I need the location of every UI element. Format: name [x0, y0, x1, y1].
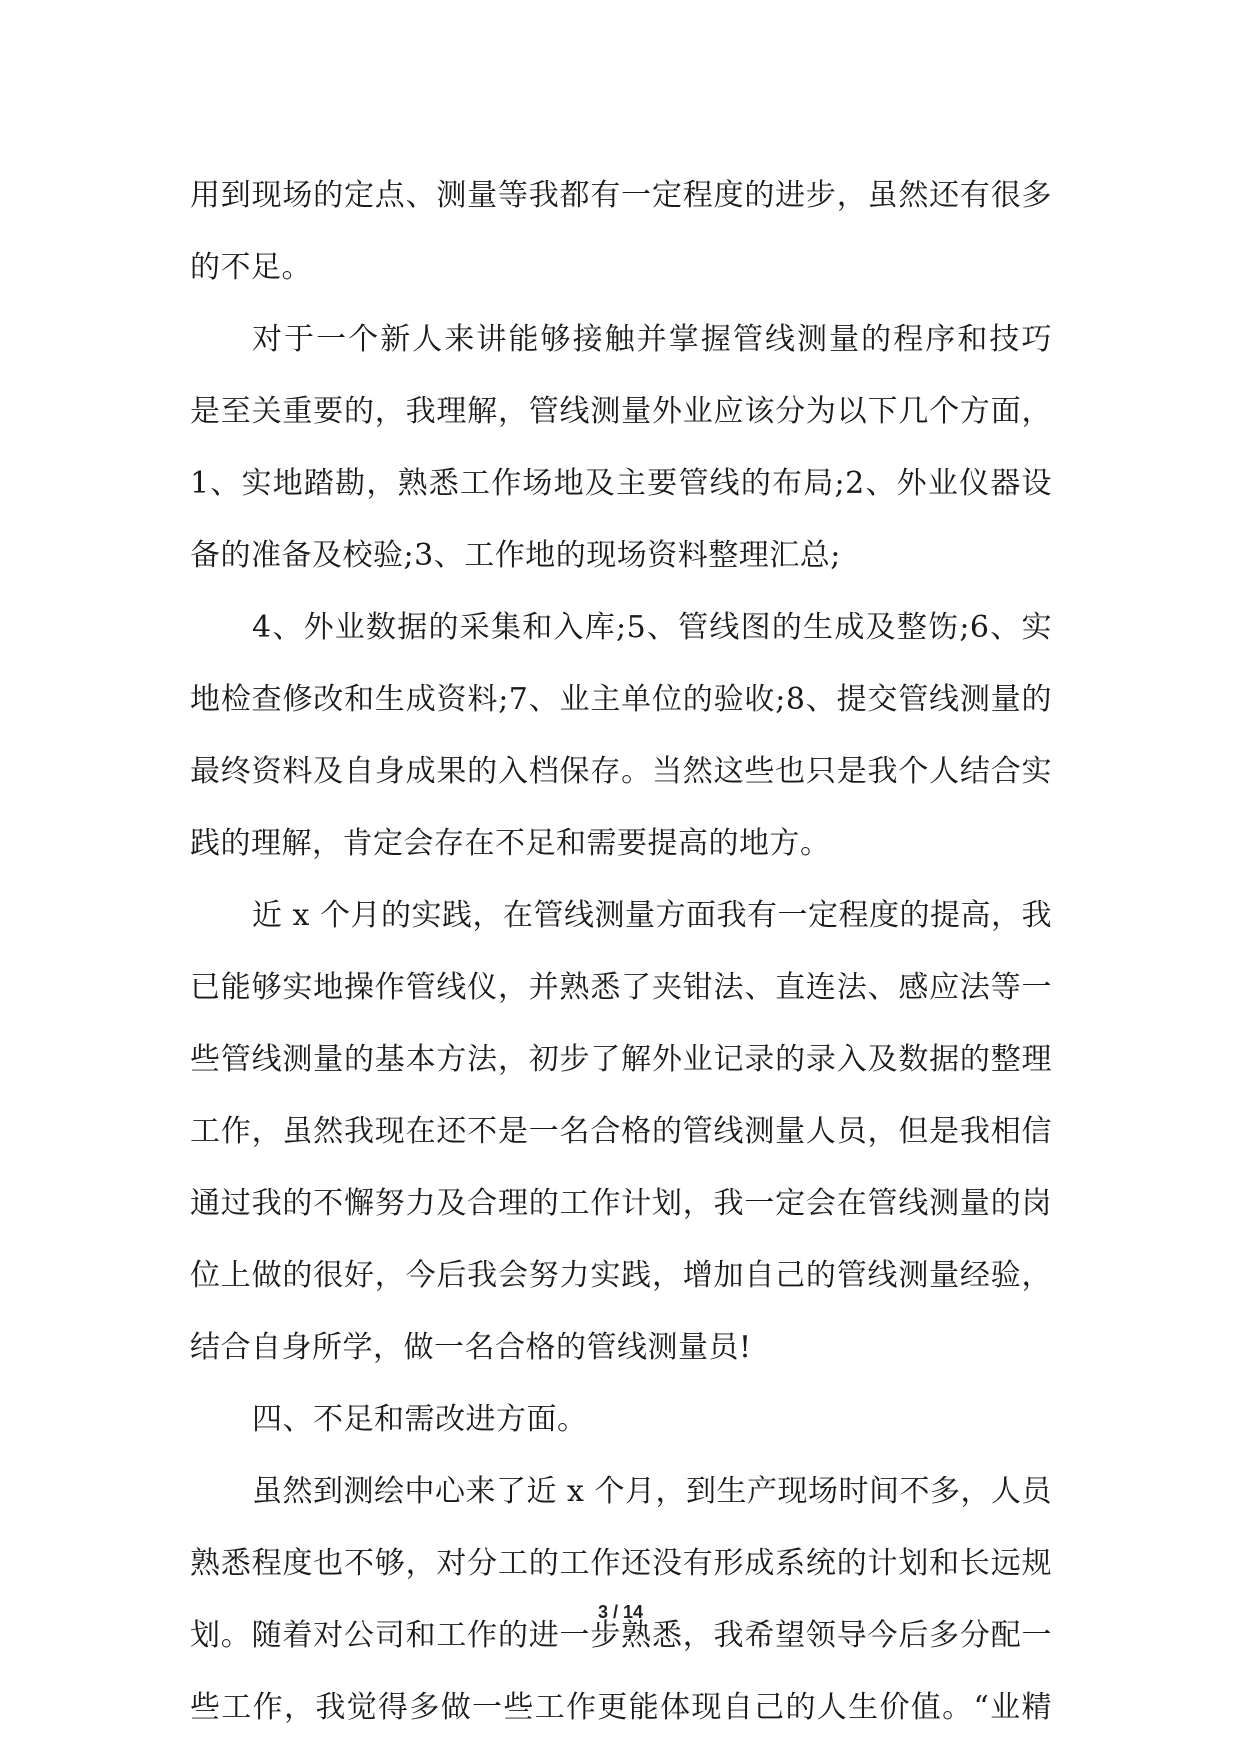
text-line: 1、实地踏勘，熟悉工作场地及主要管线的布局;2、外业仪器设: [190, 466, 1052, 501]
text-line: 结合自身所学，做一名合格的管线测量员!: [190, 1330, 752, 1365]
text-line: 用到现场的定点、测量等我都有一定程度的进步，虽然还有很多: [190, 178, 1052, 213]
text-line: 些管线测量的基本方法，初步了解外业记录的录入及数据的整理: [190, 1042, 1052, 1077]
text-line: 对于一个新人来讲能够接触并掌握管线测量的程序和技巧: [252, 322, 1052, 357]
text-line: 工作，虽然我现在还不是一名合格的管线测量人员，但是我相信: [190, 1114, 1052, 1149]
text-line: 是至关重要的，我理解，管线测量外业应该分为以下几个方面，: [190, 394, 1052, 429]
text-line: 熟悉程度也不够，对分工的工作还没有形成系统的计划和长远规: [190, 1546, 1052, 1581]
text-line: 4、外业数据的采集和入库;5、管线图的生成及整饬;6、实: [252, 610, 1052, 645]
text-line: 虽然到测绘中心来了近 x 个月，到生产现场时间不多，人员: [252, 1474, 1052, 1509]
text-line: 近 x 个月的实践，在管线测量方面我有一定程度的提高，我: [252, 898, 1052, 933]
section-heading: 四、不足和需改进方面。: [252, 1402, 588, 1437]
text-line: 地检查修改和生成资料;7、业主单位的验收;8、提交管线测量的: [190, 682, 1052, 717]
text-line: 备的准备及校验;3、工作地的现场资料整理汇总;: [190, 538, 841, 573]
text-line: 已能够实地操作管线仪，并熟悉了夹钳法、直连法、感应法等一: [190, 970, 1052, 1005]
text-line: 位上做的很好，今后我会努力实践，增加自己的管线测量经验，: [190, 1258, 1052, 1293]
text-line: 些工作，我觉得多做一些工作更能体现自己的人生价值。“业精: [190, 1690, 1052, 1725]
text-line: 践的理解，肯定会存在不足和需要提高的地方。: [190, 826, 831, 861]
text-line: 的不足。: [190, 250, 312, 285]
text-line: 划。随着对公司和工作的进一步熟悉，我希望领导今后多分配一: [190, 1618, 1052, 1653]
text-line: 通过我的不懈努力及合理的工作计划，我一定会在管线测量的岗: [190, 1186, 1052, 1221]
text-line: 最终资料及自身成果的入档保存。当然这些也只是我个人结合实: [190, 754, 1052, 789]
page-number: 3 / 14: [597, 1602, 644, 1622]
document-body: [190, 160, 1052, 1744]
